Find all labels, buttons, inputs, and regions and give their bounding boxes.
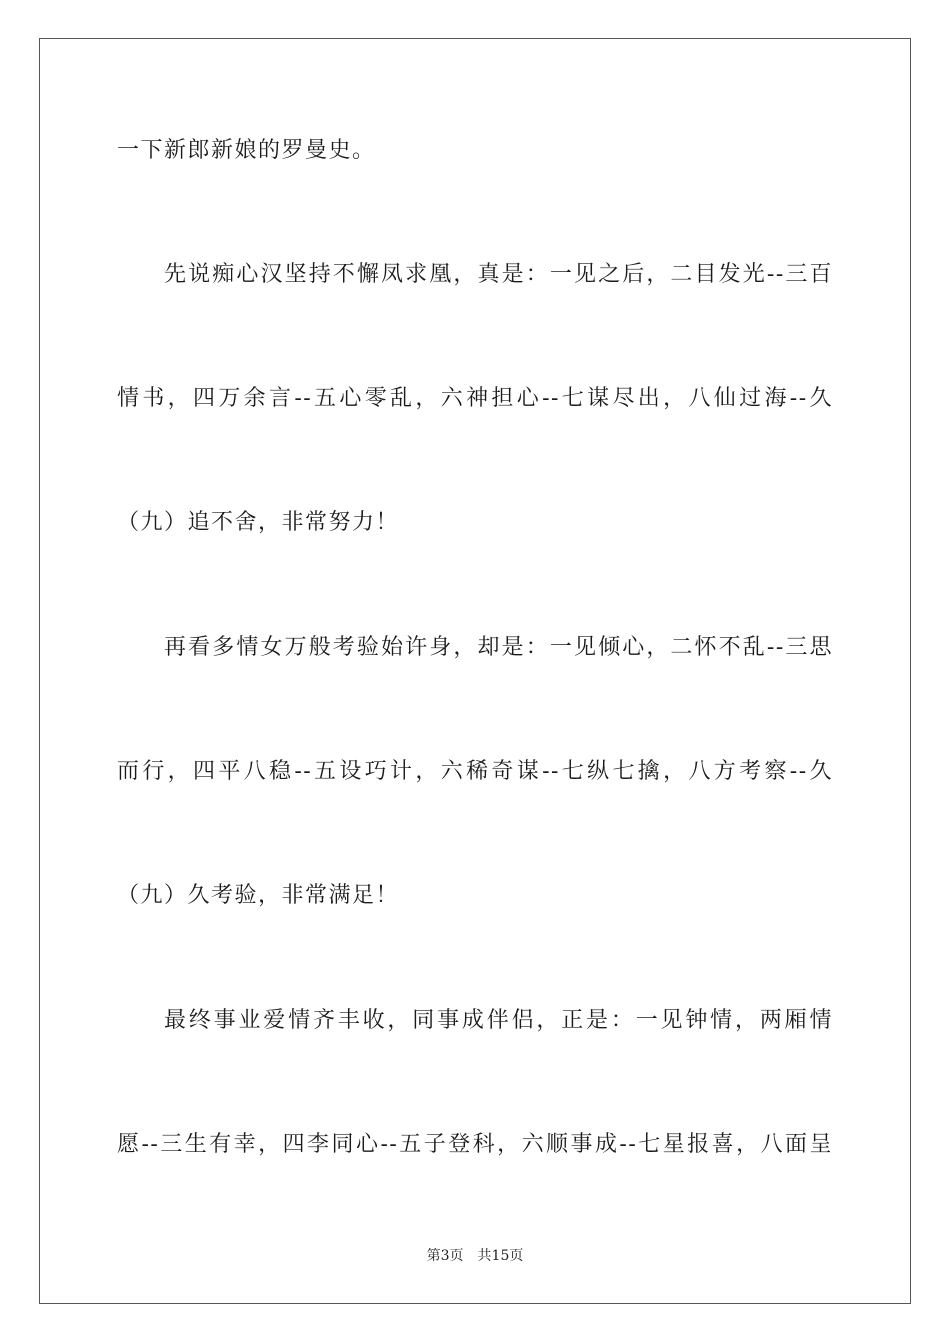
total-pages: 共15页 <box>477 1248 524 1264</box>
page-border <box>39 38 911 1304</box>
text-line-9: 愿--三生有幸，四李同心--五子登科，六顺事成--七星报喜，八面呈 <box>117 1132 833 1157</box>
text-line-8: 最终事业爱情齐丰收，同事成伴侣，正是：一见钟情，两厢情 <box>164 1008 833 1033</box>
page-footer <box>0 1247 950 1265</box>
text-line-4: （九）追不舍，非常努力！ <box>117 510 400 535</box>
text-line-2: 先说痴心汉坚持不懈凤求凰，真是：一见之后，二目发光--三百 <box>164 262 833 287</box>
text-line-6: 而行，四平八稳--五设巧计，六稀奇谋--七纵七擒，八方考察--久 <box>117 759 833 784</box>
text-line-3: 情书，四万余言--五心零乱，六神担心--七谋尽出，八仙过海--久 <box>117 386 833 411</box>
text-line-1: 一下新郎新娘的罗曼史。 <box>117 138 376 163</box>
text-line-5: 再看多情女万般考验始许身，却是：一见倾心，二怀不乱--三思 <box>164 635 833 660</box>
page-number: 第3页 <box>426 1248 464 1264</box>
text-line-7: （九）久考验，非常满足！ <box>117 883 400 908</box>
